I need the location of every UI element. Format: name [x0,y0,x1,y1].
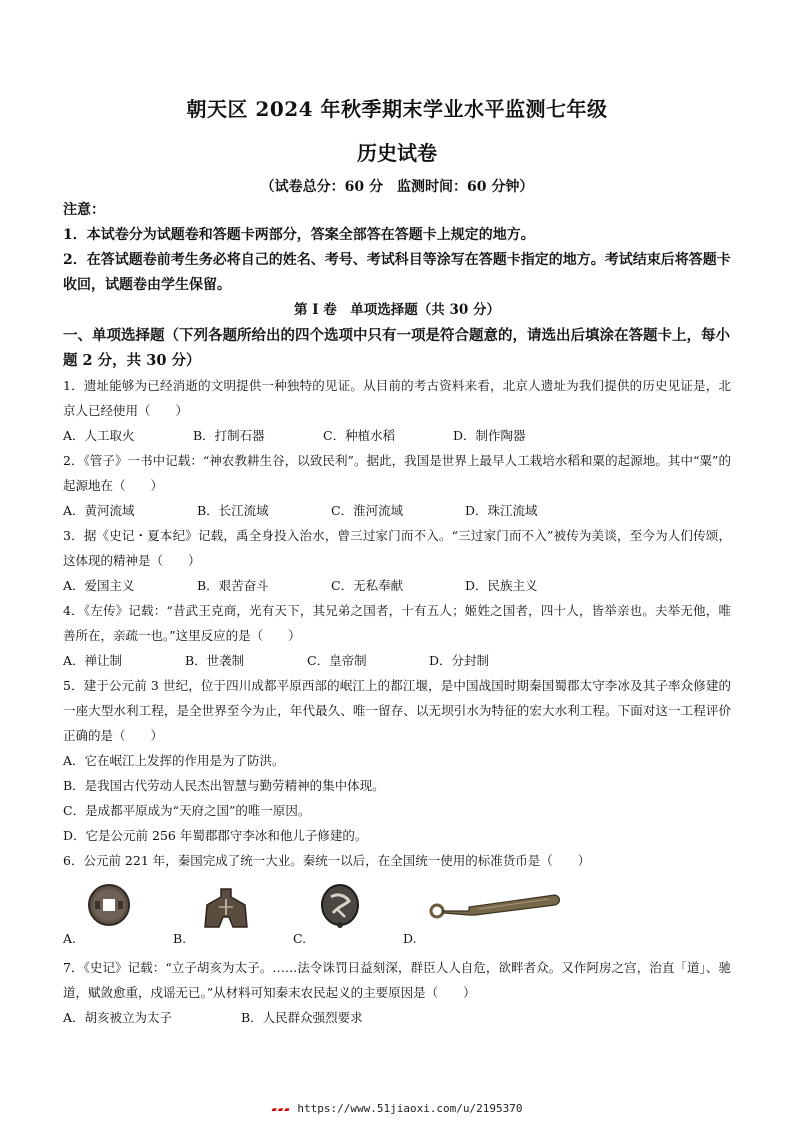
q2-option-d: D．珠江流域 [465,503,538,518]
q6-option-b-label: B. [173,931,187,946]
notice-item-1: 1．本试卷分为试题卷和答题卡两部分，答案全部答在答题卡上规定的地方。 [63,227,535,243]
notice-label: 注意： [63,202,105,218]
q3-option-c: C．无私奉献 [331,578,404,593]
q3-option-d: D．民族主义 [465,578,538,593]
q6-option-d [403,879,603,951]
page-footer [0,1102,794,1115]
q4-option-d: D．分封制 [429,653,490,668]
question-5-stem: 5．建于公元前 3 世纪，位于四川成都平原西部的岷江上的都江堰，是中国战国时期秦国蜀郡太守李冰及其子率众修建的一座大型水利工程，是全世界至今为止，年代最久、唯一留存、以无坝引水为特征的宏大水利工程。下面对这一工程评价正确的是（ ） [63,678,731,743]
q1-option-b: B．打制石器 [193,428,265,443]
ban-liang-coin-image [87,883,131,927]
ant-nose-coin-image [319,883,361,931]
q4-option-c: C．皇帝制 [307,653,367,668]
question-6-options [63,879,731,951]
q3-option-a: A．爱国主义 [63,578,135,593]
spade-coin-image [199,887,253,931]
q6-option-a [63,879,173,951]
q6-option-a-label: A. [63,931,77,946]
exam-title: 朝天区 2024 年秋季期末学业水平监测七年级 [186,97,608,121]
q6-option-d-label: D. [403,931,417,946]
question-7-stem: 7．《史记》记载：“立子胡亥为太子。……法令诛罚日益刻深，群臣人人自危，欲畔者众。又作阿房之宫，治直「道」、驰道，赋敛愈重，戍谣无已。”从材料可知秦末农民起义的主要原因是（ ） [63,960,731,1000]
q5-option-d: D．它是公元前 256 年蜀郡郡守李冰和他儿子修建的。 [63,828,368,843]
notice-item-2: 2．在答试题卷前考生务必将自己的姓名、考号、考试科目等涂写在答题卡指定的地方。考试结束后将答题卡收回，试题卷由学生保留。 [63,252,731,293]
q4-option-b: B．世袭制 [185,653,245,668]
q4-option-a: A．禅让制 [63,653,123,668]
exam-info: （试卷总分：60 分 监测时间：60 分钟） [260,179,534,195]
section-title: 第 I 卷 单项选择题（共 30 分） [294,302,500,318]
question-6-stem: 6．公元前 221 年，秦国完成了统一大业。秦统一以后，在全国统一使用的标准货币是（ ） [63,853,591,868]
question-3-stem: 3．据《史记・夏本纪》记载，禹全身投入治水，曾三过家门而不入。“三过家门而不入”被传为美谈，至今为人们传颂，这体现的精神是（ ） [63,528,731,568]
q2-option-b: B．长江流域 [197,503,269,518]
question-1-options [63,423,731,448]
question-3-options [63,573,731,598]
q2-option-a: A．黄河流域 [63,503,135,518]
q1-option-d: D．制作陶器 [453,428,526,443]
question-1-stem: 1．遗址能够为已经消逝的文明提供一种独特的见证。从目前的考古资料来看，北京人遗址为我们提供的历史见证是，北京人已经使用（ ） [63,378,731,418]
part-instructions: 一、单项选择题（下列各题所给出的四个选项中只有一项是符合题意的，请选出后填涂在答题卡上，每小题 2 分，共 30 分） [63,327,730,369]
question-4-options [63,648,731,673]
q6-option-c-label: C. [293,931,307,946]
exam-content [63,198,731,1030]
footer-url[interactable]: https://www.51jiaoxi.com/u/2195370 [297,1102,523,1115]
footer-decoration: ▰▰▰ [271,1105,291,1115]
q2-option-c: C．淮河流域 [331,503,404,518]
question-2-options [63,498,731,523]
knife-coin-image [429,893,563,923]
q1-option-c: C．种植水稻 [323,428,396,443]
q5-option-a: A．它在岷江上发挥的作用是为了防洪。 [63,753,285,768]
question-7-options [63,1005,731,1030]
q5-option-c: C．是成都平原成为“天府之国”的唯一原因。 [63,803,311,818]
exam-subject: 历史试卷 [357,141,437,165]
question-2-stem: 2．《管子》一书中记载：“神农教耕生谷，以致民利”。据此，我国是世界上最早人工栽培水稻和粟的起源地。其中“粟”的起源地在（ ） [63,453,731,493]
q6-option-c [293,879,403,951]
q7-option-b: B．人民群众强烈要求 [241,1010,363,1025]
q3-option-b: B．艰苦奋斗 [197,578,269,593]
q6-option-b [173,879,293,951]
q1-option-a: A．人工取火 [63,428,135,443]
q7-option-a: A．胡亥被立为太子 [63,1010,173,1025]
q5-option-b: B．是我国古代劳动人民杰出智慧与勤劳精神的集中体现。 [63,778,385,793]
question-4-stem: 4．《左传》记载：“昔武王克商，光有天下，其兄弟之国者，十有五人；姬姓之国者，四十人，皆举亲也。夫举无他，唯善所在，亲疏一也。”这里反应的是（ ） [63,603,731,643]
